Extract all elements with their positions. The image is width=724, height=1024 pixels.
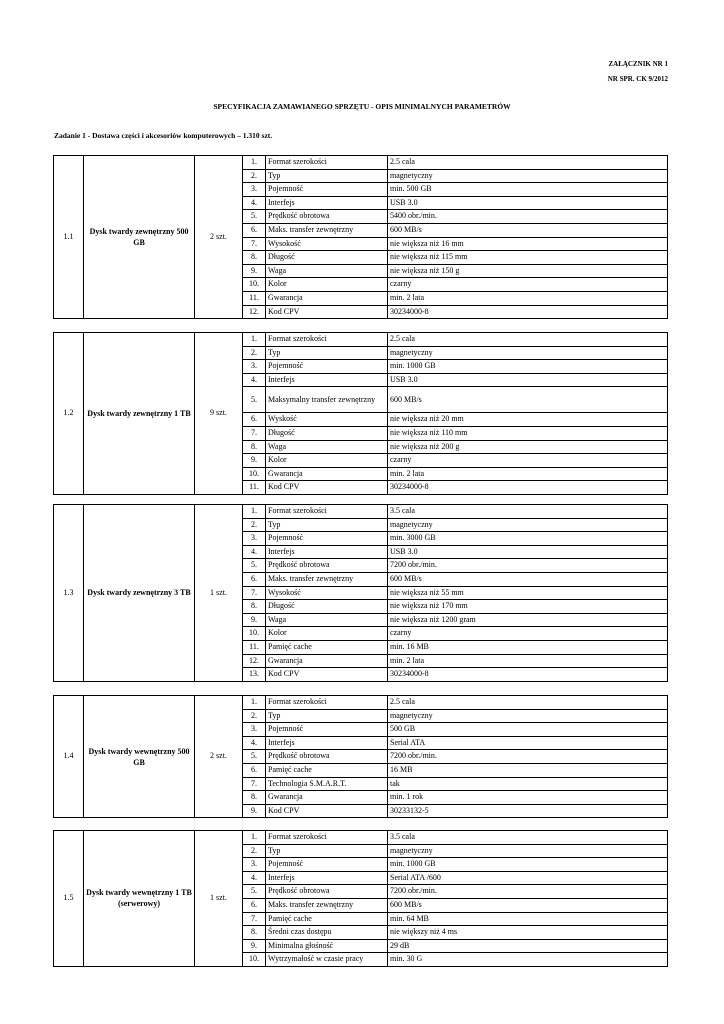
param-number: 3. — [243, 183, 266, 197]
param-value: czarny — [388, 454, 668, 468]
reference-number: NR SPR. CK 9/2012 — [607, 75, 668, 83]
param-value: nie większa niż 16 mm — [388, 237, 668, 251]
param-number: 4. — [243, 545, 266, 559]
param-value: 600 MB/s — [388, 898, 668, 912]
param-name: Pojemność — [266, 360, 388, 374]
param-name: Wyskość — [266, 413, 388, 427]
param-name: Prędkość obrotowa — [266, 750, 388, 764]
param-value: tak — [388, 777, 668, 791]
item-name: Dysk twardy wewnętrzny 500 GB — [84, 696, 195, 818]
param-name: Kolor — [266, 454, 388, 468]
param-value: 7200 obr./min. — [388, 750, 668, 764]
param-name: Kod CPV — [266, 305, 388, 319]
item-position: 1.4 — [54, 696, 84, 818]
param-value: min. 1000 GB — [388, 858, 668, 872]
param-value: magnetyczny — [388, 709, 668, 723]
param-number: 9. — [243, 264, 266, 278]
spec-row — [54, 831, 668, 845]
param-name: Wysokość — [266, 586, 388, 600]
param-name: Długość — [266, 426, 388, 440]
param-name: Format szerokości — [266, 333, 388, 347]
param-value: 7200 obr./min. — [388, 559, 668, 573]
param-value: min. 64 MB — [388, 912, 668, 926]
param-name: Pamięć cache — [266, 912, 388, 926]
param-value: nie większa niż 115 mm — [388, 251, 668, 265]
param-value: 30234000-8 — [388, 305, 668, 319]
spec-table — [53, 155, 668, 319]
param-number: 9. — [243, 804, 266, 818]
param-value: czarny — [388, 627, 668, 641]
param-number: 1. — [243, 156, 266, 170]
param-number: 10. — [243, 953, 266, 967]
param-number: 8. — [243, 926, 266, 940]
param-value: czarny — [388, 278, 668, 292]
spec-table — [53, 504, 668, 682]
param-name: Pamięć cache — [266, 763, 388, 777]
item-name: Dysk twardy zewnętrzny 3 TB — [84, 505, 195, 682]
param-name: Typ — [266, 169, 388, 183]
item-name: Dysk twardy zewnętrzny 500 GB — [84, 156, 195, 319]
param-name: Gwarancja — [266, 791, 388, 805]
param-number: 8. — [243, 251, 266, 265]
document-title: SPECYFIKACJA ZAMAWIANEGO SPRZĘTU - OPIS MINIMALNYCH PARAMETRÓW — [213, 102, 511, 111]
param-name: Waga — [266, 264, 388, 278]
param-number: 6. — [243, 763, 266, 777]
param-name: Kolor — [266, 278, 388, 292]
param-number: 5. — [243, 210, 266, 224]
param-value: USB 3.0 — [388, 373, 668, 387]
param-number: 6. — [243, 413, 266, 427]
param-value: 29 dB — [388, 939, 668, 953]
param-value: 2.5 cala — [388, 156, 668, 170]
item-quantity: 2 szt. — [195, 696, 243, 818]
param-number: 7. — [243, 426, 266, 440]
spec-table — [53, 332, 668, 495]
param-name: Interfejs — [266, 871, 388, 885]
param-number: 8. — [243, 791, 266, 805]
param-name: Prędkość obrotowa — [266, 210, 388, 224]
param-name: Interfejs — [266, 736, 388, 750]
param-number: 5. — [243, 885, 266, 899]
param-value: min. 1000 GB — [388, 360, 668, 374]
param-value: 3.5 cala — [388, 505, 668, 519]
param-value: 2.5 cala — [388, 333, 668, 347]
param-value: magnetyczny — [388, 346, 668, 360]
param-number: 13. — [243, 668, 266, 682]
param-number: 1. — [243, 333, 266, 347]
param-value: 5400 obr./min. — [388, 210, 668, 224]
param-value: min. 2 lata — [388, 467, 668, 481]
param-name: Średni czas dostępu — [266, 926, 388, 940]
param-name: Typ — [266, 346, 388, 360]
param-number: 11. — [243, 481, 266, 495]
param-name: Maks. transfer zewnętrzny — [266, 898, 388, 912]
item-name: Dysk twardy wewnętrzny 1 TB (serwerowy) — [84, 831, 195, 967]
param-number: 4. — [243, 373, 266, 387]
param-value: Serial ATA /600 — [388, 871, 668, 885]
param-number: 3. — [243, 858, 266, 872]
param-name: Interfejs — [266, 545, 388, 559]
param-number: 12. — [243, 654, 266, 668]
param-name: Wysokość — [266, 237, 388, 251]
param-name: Długość — [266, 600, 388, 614]
param-name: Typ — [266, 709, 388, 723]
spec-table — [53, 830, 668, 967]
param-number: 10. — [243, 278, 266, 292]
param-number: 11. — [243, 291, 266, 305]
param-value: min. 3000 GB — [388, 532, 668, 546]
param-name: Gwarancja — [266, 291, 388, 305]
param-number: 3. — [243, 360, 266, 374]
param-name: Typ — [266, 844, 388, 858]
param-value: 7200 obr./min. — [388, 885, 668, 899]
param-value: 30234000-8 — [388, 668, 668, 682]
param-name: Pojemność — [266, 858, 388, 872]
param-name: Format szerokości — [266, 505, 388, 519]
param-name: Minimalna głośność — [266, 939, 388, 953]
param-value: nie większa niż 110 mm — [388, 426, 668, 440]
param-number: 8. — [243, 600, 266, 614]
param-value: 3.5 cala — [388, 831, 668, 845]
param-name: Pojemność — [266, 723, 388, 737]
param-number: 2. — [243, 346, 266, 360]
param-name: Waga — [266, 613, 388, 627]
item-position: 1.1 — [54, 156, 84, 319]
param-value: min. 2 lata — [388, 291, 668, 305]
param-number: 10. — [243, 467, 266, 481]
param-value: nie większa niż 1200 gram — [388, 613, 668, 627]
param-number: 2. — [243, 518, 266, 532]
param-value: nie większa niż 200 g — [388, 440, 668, 454]
param-name: Kod CPV — [266, 481, 388, 495]
spec-row — [54, 505, 668, 519]
param-name: Kolor — [266, 627, 388, 641]
param-value: 2.5 cala — [388, 696, 668, 710]
param-number: 3. — [243, 723, 266, 737]
param-name: Format szerokości — [266, 696, 388, 710]
param-name: Gwarancja — [266, 654, 388, 668]
param-value: magnetyczny — [388, 169, 668, 183]
param-name: Prędkość obrotowa — [266, 559, 388, 573]
param-name: Prędkość obrotowa — [266, 885, 388, 899]
param-value: min. 2 lata — [388, 654, 668, 668]
param-number: 5. — [243, 750, 266, 764]
param-number: 6. — [243, 898, 266, 912]
param-name: Kod CPV — [266, 668, 388, 682]
param-number: 4. — [243, 736, 266, 750]
param-value: min. 1 rok — [388, 791, 668, 805]
param-number: 5. — [243, 387, 266, 413]
param-number: 7. — [243, 237, 266, 251]
param-value: nie większy niż 4 ms — [388, 926, 668, 940]
param-name: Typ — [266, 518, 388, 532]
item-position: 1.2 — [54, 333, 84, 495]
param-value: min. 30 G — [388, 953, 668, 967]
param-value: Serial ATA — [388, 736, 668, 750]
item-quantity: 9 szt. — [195, 333, 243, 495]
item-quantity: 1 szt. — [195, 505, 243, 682]
task-title: Zadanie 1 - Dostawa części i akcesoriów komputerowych – 1.310 szt. — [54, 131, 273, 140]
spec-row — [54, 333, 668, 347]
item-quantity: 1 szt. — [195, 831, 243, 967]
param-number: 7. — [243, 777, 266, 791]
param-value: 30234000-8 — [388, 481, 668, 495]
param-value: magnetyczny — [388, 844, 668, 858]
param-name: Format szerokości — [266, 156, 388, 170]
param-name: Pojemność — [266, 183, 388, 197]
param-number: 9. — [243, 613, 266, 627]
param-value: 600 MB/s — [388, 223, 668, 237]
param-name: Wytrzymałość w czasie pracy — [266, 953, 388, 967]
param-number: 2. — [243, 709, 266, 723]
param-name: Interfejs — [266, 196, 388, 210]
param-value: min. 500 GB — [388, 183, 668, 197]
param-value: 600 MB/s — [388, 572, 668, 586]
spec-table — [53, 695, 668, 818]
param-value: USB 3.0 — [388, 545, 668, 559]
param-value: nie większa niż 20 mm — [388, 413, 668, 427]
param-name: Maksymalny transfer zewnętrzny — [266, 387, 388, 413]
spec-row — [54, 696, 668, 710]
annex-label: ZAŁĄCZNIK NR 1 — [608, 60, 668, 68]
param-number: 7. — [243, 586, 266, 600]
param-number: 7. — [243, 912, 266, 926]
param-value: USB 3.0 — [388, 196, 668, 210]
param-value: 30233132-5 — [388, 804, 668, 818]
param-value: nie większa niż 55 mm — [388, 586, 668, 600]
param-value: nie większa niż 150 g — [388, 264, 668, 278]
param-number: 2. — [243, 169, 266, 183]
param-number: 6. — [243, 572, 266, 586]
param-number: 9. — [243, 939, 266, 953]
param-number: 12. — [243, 305, 266, 319]
param-name: Waga — [266, 440, 388, 454]
param-value: magnetyczny — [388, 518, 668, 532]
param-name: Interfejs — [266, 373, 388, 387]
param-number: 4. — [243, 871, 266, 885]
param-number: 5. — [243, 559, 266, 573]
param-number: 9. — [243, 454, 266, 468]
param-name: Maks. transfer zewnętrzny — [266, 223, 388, 237]
param-number: 1. — [243, 696, 266, 710]
param-value: nie większa niż 170 mm — [388, 600, 668, 614]
param-number: 1. — [243, 831, 266, 845]
param-name: Pojemność — [266, 532, 388, 546]
param-name: Pamięć cache — [266, 640, 388, 654]
item-position: 1.5 — [54, 831, 84, 967]
param-number: 4. — [243, 196, 266, 210]
item-position: 1.3 — [54, 505, 84, 682]
param-value: 16 MB — [388, 763, 668, 777]
param-name: Format szerokości — [266, 831, 388, 845]
param-name: Długość — [266, 251, 388, 265]
item-quantity: 2 szt. — [195, 156, 243, 319]
param-number: 6. — [243, 223, 266, 237]
param-number: 3. — [243, 532, 266, 546]
param-number: 11. — [243, 640, 266, 654]
param-value: 600 MB/s — [388, 387, 668, 413]
item-name: Dysk twardy zewnętrzny 1 TB — [84, 333, 195, 495]
param-number: 1. — [243, 505, 266, 519]
param-number: 2. — [243, 844, 266, 858]
param-name: Technologia S.M.A.R.T. — [266, 777, 388, 791]
param-number: 10. — [243, 627, 266, 641]
param-value: min. 16 MB — [388, 640, 668, 654]
spec-row — [54, 156, 668, 170]
param-number: 8. — [243, 440, 266, 454]
param-name: Maks. transfer zewnętrzny — [266, 572, 388, 586]
param-name: Kod CPV — [266, 804, 388, 818]
param-value: 500 GB — [388, 723, 668, 737]
param-name: Gwarancja — [266, 467, 388, 481]
